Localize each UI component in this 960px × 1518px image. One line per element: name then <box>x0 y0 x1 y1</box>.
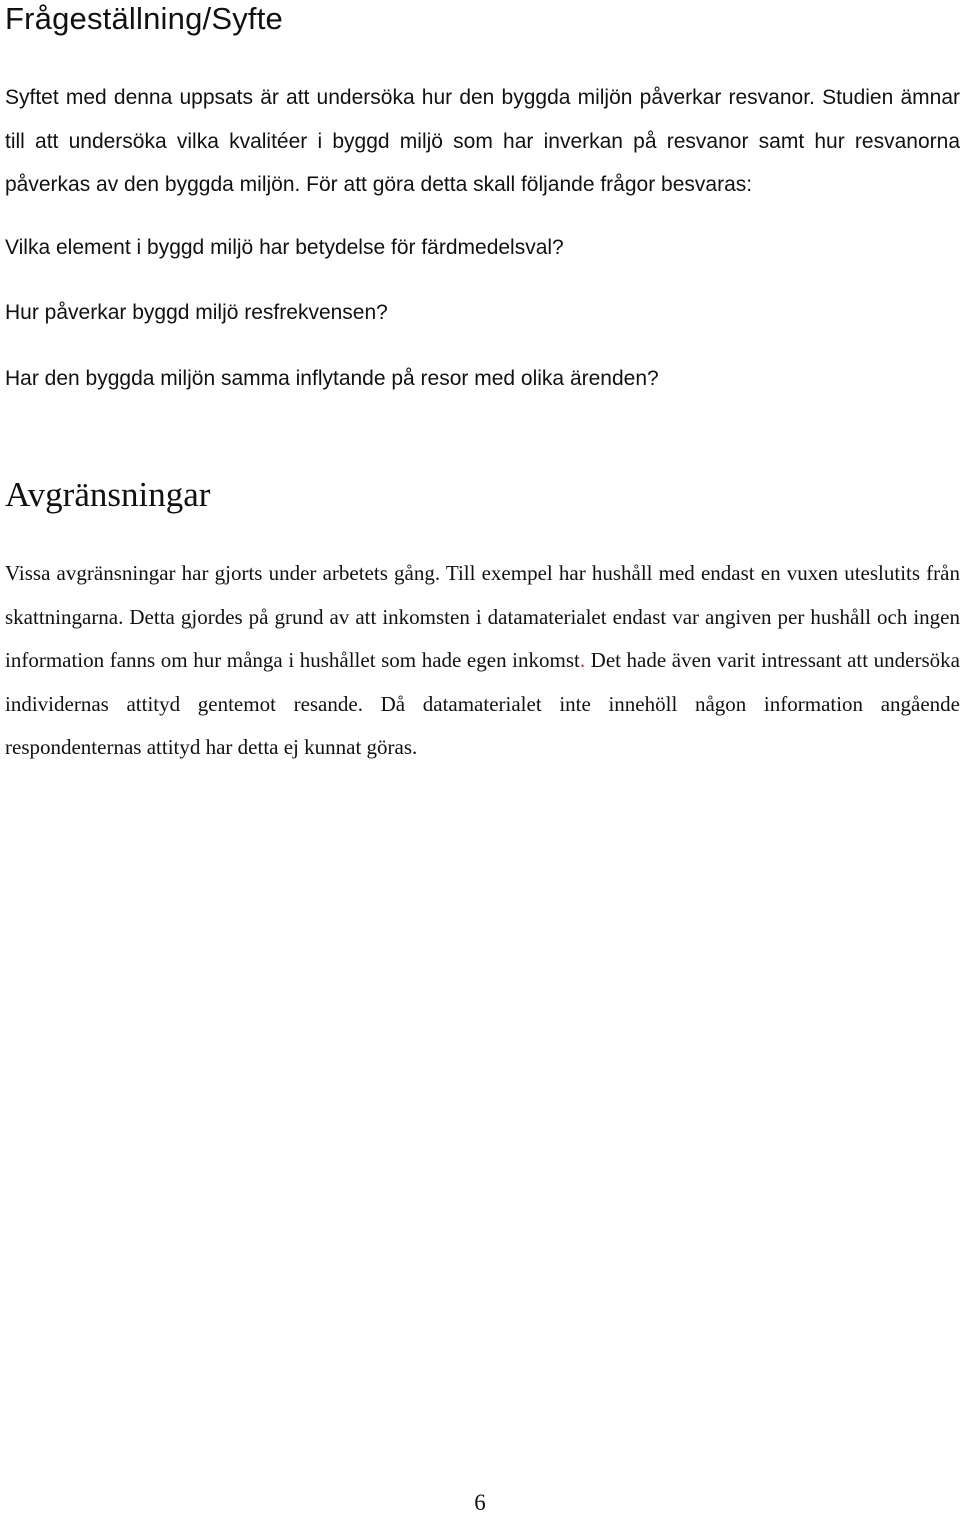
delimitations-text-part2: Det hade även varit intressant att undersöka individernas attityd gentemot resande. Då datamaterialet inte innehöll någon information angående respondenternas attityd har detta ej kunnat göras. <box>5 648 960 759</box>
section-heading-fragestallning: Frågeställning/Syfte <box>5 1 283 36</box>
purpose-paragraph: Syftet med denna uppsats är att undersöka hur den byggda miljön påverkar resvanor. Studien ämnar till att undersöka vilka kvalitéer i byggd miljö som har inverkan på resvanor samt hur resvanorna påverkas av den byggda miljön. För att göra detta skall följande frågor besvaras: <box>5 86 960 196</box>
delimitations-red-mark: . <box>579 648 586 672</box>
research-question-2: Hur påverkar byggd miljö resfrekvensen? <box>5 301 388 324</box>
delimitations-text-part1: Vissa avgränsningar har gjorts under arbetets gång. Till exempel har hushåll med endast en vuxen uteslutits från skattningarna. Detta gjordes på grund av att inkomsten i datamaterialet endast var angiven per hushåll och ingen information fanns om hur många i hushållet som hade egen inkomst <box>5 561 960 672</box>
delimitations-paragraph <box>5 552 960 770</box>
research-question-3: Har den byggda miljön samma inflytande på resor med olika ärenden? <box>5 367 659 390</box>
research-question-1: Vilka element i byggd miljö har betydelse för färdmedelsval? <box>5 236 564 259</box>
section-heading-avgransningar: Avgränsningar <box>5 475 211 514</box>
page-number: 6 <box>474 1490 486 1515</box>
